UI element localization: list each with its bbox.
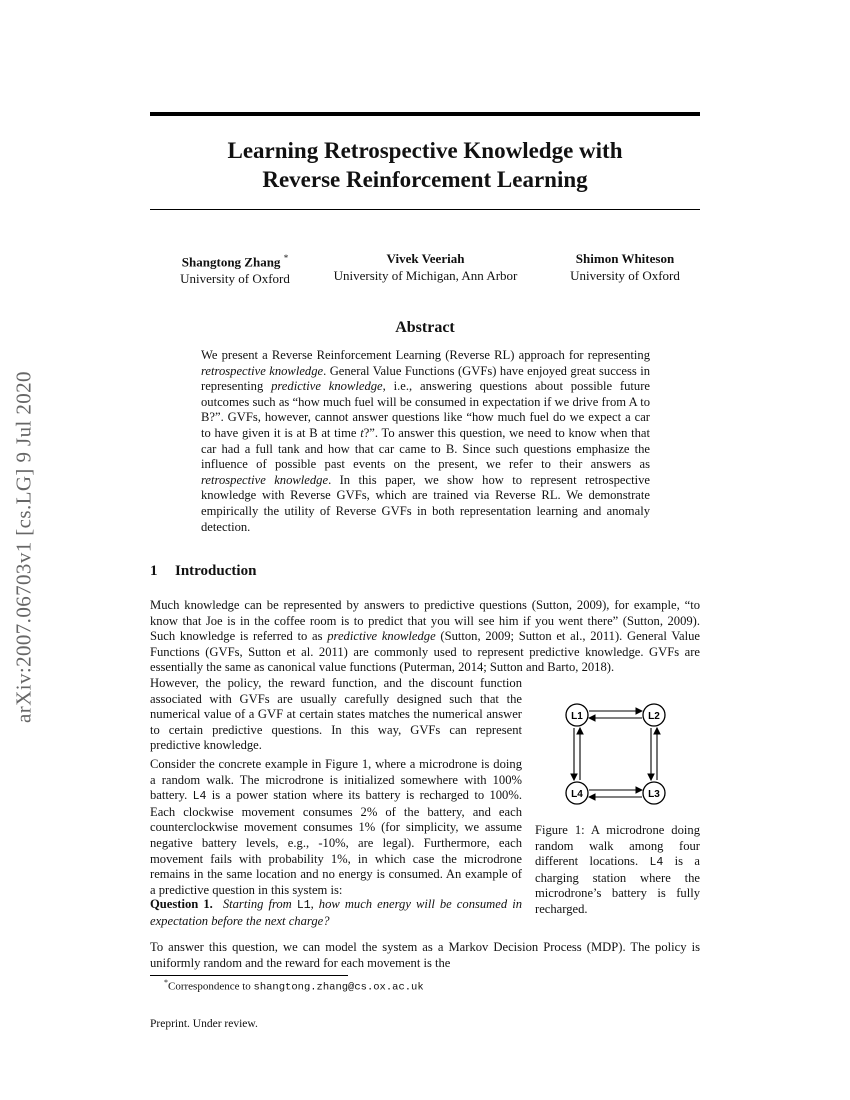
node-l1	[566, 704, 588, 726]
svg-text:L2: L2	[648, 711, 660, 722]
emphasis-text: retrospective knowledge	[201, 363, 324, 378]
node-l4	[566, 782, 588, 804]
svg-text:L4: L4	[571, 789, 583, 800]
author-affiliation: University of Oxford	[570, 268, 680, 283]
footnote-email[interactable]: shangtong.zhang@cs.ox.ac.uk	[253, 981, 424, 994]
svg-text:L3: L3	[648, 789, 660, 800]
figure-1-diagram	[558, 698, 678, 810]
author-1	[160, 250, 310, 287]
code-text: L1	[296, 899, 311, 912]
emphasis-text: predictive knowledge	[327, 629, 436, 644]
code-text: L4	[192, 790, 207, 804]
intro-paragraph-2: Consider the concrete example in Figure 1, where a microdrone is doing a random walk. The microdrone is initialized somewhere with 100% battery. L4 is a power station where its battery is recharged to 100%. Each clockwise movement consumes 2% of the battery, and each counterclockwise movement consumes 1% (for simplicity, we assume negative battery levels, e.g., -10%, are legal). Furthermore, each movement fails with probability 1%, in which case the microdrone remains in the same location and no energy is consumed. An example of a predictive question in this system is:	[150, 757, 522, 897]
figure-1-caption: Figure 1: A microdrone doing random walk among four different locations. L4 is a charging station where the microdrone’s battery is fully recharged.	[535, 823, 700, 916]
intro-paragraph-3: To answer this question, we can model the system as a Markov Decision Process (MDP). The policy is uniformly random and the reward for each movement is the	[150, 940, 700, 970]
footnote-rule	[150, 975, 348, 976]
section-number: 1	[150, 563, 158, 579]
intro-paragraph-1: Much knowledge can be represented by answers to predictive questions (Sutton, 2009), for example, “to know that Joe is in the coffee room is to predict that you will see him if you went there” (Sutton, 2009). Such knowledge is referred to as predictive knowledge (Sutton, 2009; Sutton et al., 2011). General Value Functions (GVFs, Sutton et al. 2011) are commonly used to represent predictive knowledge. GVFs are essentially the same as canonical value functions (Puterman, 2014; Sutton and Barto, 2018).	[150, 598, 700, 675]
abstract-heading: Abstract	[395, 319, 455, 336]
svg-text:L1: L1	[571, 711, 583, 722]
author-name: Shimon Whiteson	[575, 251, 675, 266]
footnote-mark: *	[164, 978, 168, 987]
footnote: *Correspondence to shangtong.zhang@cs.ox.ac.uk	[164, 978, 424, 994]
node-l3	[643, 782, 665, 804]
emphasis-text: retrospective knowledge	[201, 472, 329, 487]
title-bottom-rule	[150, 209, 700, 210]
section-heading	[150, 563, 256, 580]
section-title: Introduction	[175, 563, 257, 579]
author-footnote-mark: *	[283, 253, 289, 263]
author-affiliation: University of Oxford	[180, 271, 290, 287]
title-line-1: Learning Retrospective Knowledge with	[227, 138, 623, 163]
arxiv-stamp-text: arXiv:2007.06703v1 [cs.LG] 9 Jul 2020	[11, 371, 36, 723]
author-2	[318, 250, 533, 284]
abstract-body: We present a Reverse Reinforcement Learning (Reverse RL) approach for representing retrospective knowledge. General Value Functions (GVFs) have enjoyed great success in representing predictive knowledge, i.e., answering questions about possible future outcomes such as “how much fuel will be consumed in expectation if we drive from A to B?”. GVFs, however, cannot answer questions like “how much fuel do we expect a car to have given it is at B at time t?”. To answer this question, we need to know when that car had a full tank and how that car came to B. Since such questions emphasize the influence of possible past events on the present, we refer to their answers as retrospective knowledge. In this paper, we show how to represent retrospective knowledge with Reverse GVFs, which are trained via Reverse RL. We demonstrate empirically the utility of Reverse GVFs in both representation learning and anomaly detection.	[201, 348, 651, 534]
emphasis-text: predictive knowledge	[271, 379, 383, 394]
node-l2	[643, 704, 665, 726]
title-line-2: Reverse Reinforcement Learning	[262, 167, 588, 192]
question-label: Question 1.	[150, 897, 213, 911]
arxiv-stamp	[8, 312, 40, 782]
code-text: L4	[649, 856, 664, 870]
intro-paragraph-1-cont: However, the policy, the reward function, and the discount function associated with GVFs are usually carefully designed such that the numerical value of a GVF at certain states matches the numerical answer to certain predictive questions. In this way, GVFs can represent predictive knowledge.	[150, 676, 522, 753]
title-top-rule	[150, 112, 700, 116]
emphasis-text: t	[360, 425, 364, 440]
author-affiliation: University of Michigan, Ann Arbor	[333, 268, 518, 283]
author-name: Vivek Veeriah	[386, 251, 465, 266]
question-1: Question 1. Starting from L1, how much energy will be consumed in expectation before the next charge?	[150, 897, 522, 928]
author-name: Shangtong Zhang	[181, 254, 281, 270]
paper-title	[150, 136, 700, 194]
author-3	[545, 250, 705, 284]
preprint-notice: Preprint. Under review.	[150, 1018, 258, 1030]
